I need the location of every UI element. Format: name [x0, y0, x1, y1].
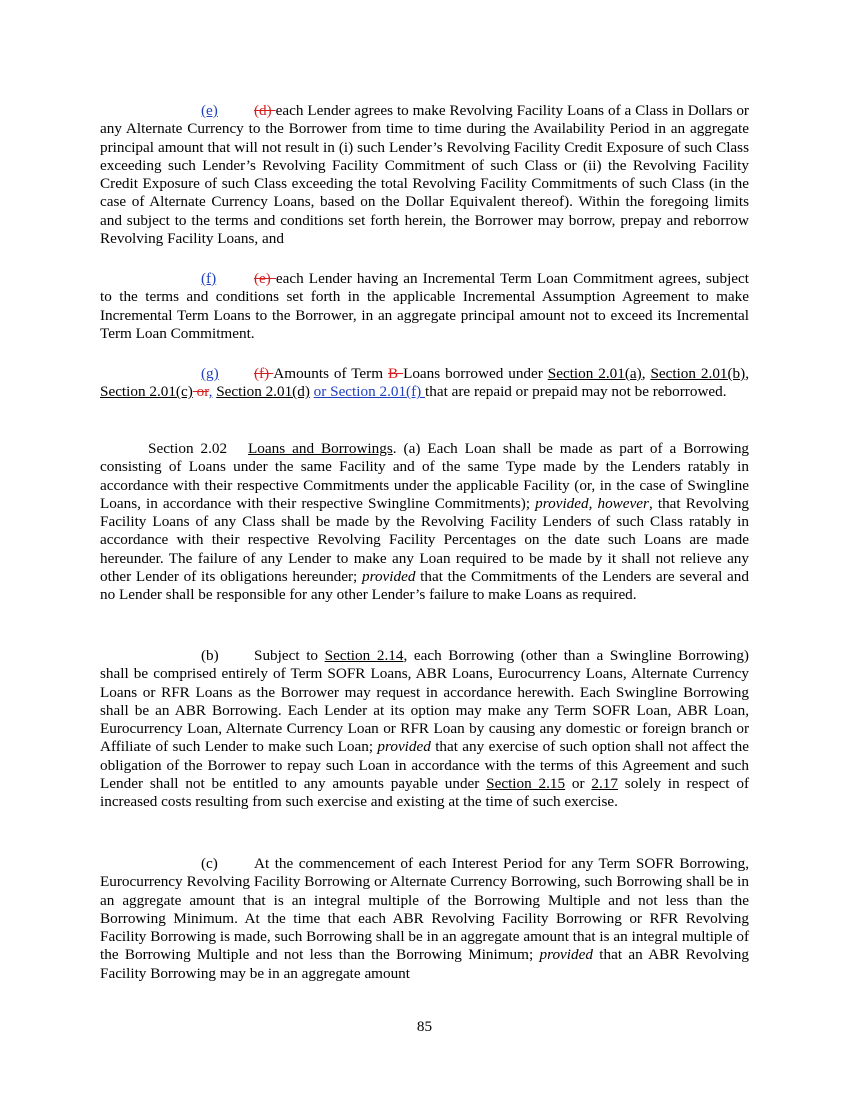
inserted-label-e: (e)	[201, 102, 218, 119]
deleted-label-f: (f)	[254, 365, 274, 382]
inserted-label-f: (f)	[201, 270, 217, 287]
italic-provided: provided	[377, 738, 431, 756]
section-ref-2-01-c[interactable]: Section 2.01(c)	[100, 383, 193, 401]
section-ref-2-17[interactable]: 2.17	[591, 775, 618, 793]
text-run: or	[565, 775, 592, 793]
text-run: that the Commitments of the Lenders are several and no Lender shall be responsible for any other Lender’s failure to make Loans as required.	[100, 568, 749, 604]
text-run: ,	[641, 365, 651, 382]
deleted-label-e: (e)	[254, 270, 276, 287]
page-number: 85	[416, 1018, 433, 1035]
section-heading: Loans and Borrowings	[248, 440, 393, 457]
text-run: , each Borrowing (other than a Swingline Borrowing) shall be comprised entirely of Term SOFR Loans, ABR Loans, Eurocurrency Loans, Alternate Currency Loans or RFR Loans as the Borrower may request in accordance herewith. Each Swingline Borrowing shall be an ABR Borrowing. Each Lender at its option may make any Term SOFR Loan, ABR Loan, Eurocurrency Loan, Alternate Currency Loan or RFR Loan by causing any domestic or foreign branch or Affiliate of such Lender to make such Loan;	[100, 647, 749, 756]
paragraph-f-text: each Lender having an Incremental Term Loan Commitment agrees, subject to the terms and conditions set forth in the applicable Incremental Assumption Agreement to make Incremental Term Loans to the Borrower, in an aggregate principal amount not to exceed its Incremental Term Loan Commitment.	[100, 270, 749, 342]
text-run: that are repaid or prepaid may not be reborrowed.	[425, 383, 727, 401]
text-run: Subject to	[254, 647, 325, 664]
text-run: Loans borrowed under	[403, 365, 548, 382]
text-run: ,	[745, 365, 750, 382]
section-ref-2-01-a[interactable]: Section 2.01(a)	[547, 365, 642, 382]
text-run: that an ABR Revolving Facility Borrowing may be in an aggregate amount	[100, 946, 749, 982]
label-b: (b)	[201, 647, 219, 664]
section-ref-2-01-b[interactable]: Section 2.01(b)	[650, 365, 746, 382]
text-run: solely in respect of increased costs resulting from such exercise and existing at the time of such exercise.	[100, 775, 749, 811]
text-run: that any exercise of such option shall not affect the obligation of the Borrower to repay such Loan in accordance with the terms of this Agreement and such Lender shall not be entitled to any amounts payable under	[100, 738, 749, 793]
text-run: At the commencement of each Interest Period for any Term SOFR Borrowing, Eurocurrency Revolving Facility Borrowing or Alternate Currency Borrowing, such Borrowing shall be in an aggregate amount that is an integral multiple of the Borrowing Multiple and not less than the Borrowing Minimum. At the time that each ABR Revolving Facility Borrowing or RFR Revolving Facility Borrowing is made, such Borrowing shall be in an aggregate amount that is an integral multiple of the Borrowing Multiple and not less than the Borrowing Minimum;	[100, 855, 749, 964]
paragraph-c	[100, 855, 749, 983]
text-run: Amounts of Term	[273, 365, 388, 382]
inserted-section-ref-2-01-f[interactable]: or Section 2.01(f)	[313, 383, 426, 401]
inserted-label-g: (g)	[201, 365, 219, 382]
paragraph-e	[100, 102, 749, 248]
label-c: (c)	[201, 855, 218, 872]
section-2-02-paragraph	[100, 440, 749, 605]
paragraph-g	[100, 365, 749, 402]
paragraph-f	[100, 270, 749, 343]
italic-provided: provided	[539, 946, 593, 964]
italic-provided: provided	[362, 568, 416, 586]
section-ref-2-01-d[interactable]: Section 2.01(d)	[216, 383, 310, 401]
section-number: Section 2.02	[148, 440, 228, 457]
paragraph-b	[100, 647, 749, 812]
text-run: . (a) Each Loan shall be made as part of a Borrowing consisting of Loans under the same Facility and of the same Type made by the Lenders ratably in accordance with their respective Commitments under the applicable Facility (or, in the case of Swingline Loans, in accordance with their respective Swingline Commitments);	[100, 440, 750, 512]
deleted-or: or	[192, 383, 209, 401]
deleted-label-d: (d)	[254, 102, 276, 119]
inserted-comma: ,	[208, 383, 213, 401]
paragraph-e-text: each Lender agrees to make Revolving Facility Loans of a Class in Dollars or any Alternate Currency to the Borrower from time to time during the Availability Period in an aggregate principal amount that will not result in (i) such Lender’s Revolving Facility Credit Exposure of such Class exceeding such Lender’s Revolving Facility Commitment of such Class or (ii) the Revolving Facility Credit Exposure of such Class exceeding the total Revolving Facility Commitments of such Class (in the case of Alternate Currency Loans, based on the Dollar Equivalent thereof). Within the foregoing limits and subject to the terms and conditions set forth herein, the Borrower may borrow, prepay and reborrow Revolving Facility Loans, and	[100, 102, 749, 248]
deleted-b: B	[387, 365, 404, 382]
section-ref-2-14[interactable]: Section 2.14	[324, 647, 404, 664]
section-ref-2-15[interactable]: Section 2.15	[486, 775, 566, 793]
italic-provided-however: provided, however	[535, 494, 649, 512]
text-run: , that Revolving Facility Loans of any Class shall be made by the Revolving Facility Lenders of such Class ratably in accordance with their respective Revolving Facility Percentages on the date such Loans are made hereunder. The failure of any Lender to make any Loan required to be made by it shall not relieve any other Lender of its obligations hereunder;	[100, 494, 750, 586]
